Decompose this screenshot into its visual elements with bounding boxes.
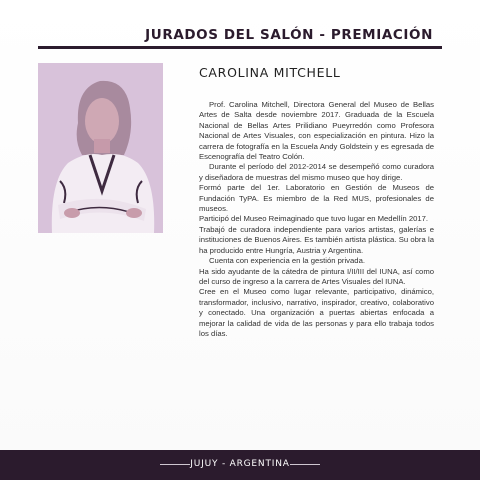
bio-paragraph: Prof. Carolina Mitchell, Directora General del Museo de Bellas Artes de Salta desde noviembre 2017. Graduada de la Escuela Nacional de Bellas Artes Prilidiano Pueyrredón como Profesora Nacional de Artes Visuales, con especialización en pintura. Hizo la carrera de fotografía en la Escuela Andy Goldstein y es egresada de Escenografía del Teatro Colón. <box>199 100 434 162</box>
juror-photo <box>38 63 163 233</box>
bio-paragraph: Durante el período del 2012-2014 se desempeñó como curadora y diseñadora de muestras del mismo museo que hoy dirige. <box>199 162 434 182</box>
bio-paragraph: Cuenta con experiencia en la gestión privada. <box>209 256 365 266</box>
bio-paragraph: Cree en el Museo como lugar relevante, participativo, dinámico, transformador, inclusivo, narrativo, inspirador, creativo, colaborativo y conectado. Una organización a puertas abiertas enfocada a mejorar la calidad de vida de las personas y para ello trabaja todos los días. <box>199 287 434 338</box>
bio-paragraph: Ha sido ayudante de la cátedra de pintura I/II/III del IUNA, así como del curso de ingreso a la carrera de Artes Visuales del IUNA. <box>199 266 434 286</box>
bio-paragraph: Trabajó de curadora independiente para varios artistas, galerías e instituciones de Buenos Aires. Es también artista plástica. Su obra la ha producido entre Hungría, Austria y Argentina. <box>199 224 434 255</box>
juror-bio <box>199 100 434 339</box>
page-title: JURADOS DEL SALÓN - PREMIACIÓN <box>145 27 433 43</box>
footer-location: JUJUY - ARGENTINA <box>190 459 290 469</box>
bio-paragraph: Formó parte del 1er. Laboratorio en Gestión de Museos de Fundación TyPA. Es miembro de la Red MUS, profesionales de museos. <box>199 183 434 214</box>
footer-bar <box>0 450 480 480</box>
bio-paragraph: Participó del Museo Reimaginado que tuvo lugar en Medellín 2017. <box>199 214 429 224</box>
header-divider <box>38 46 442 49</box>
footer-divider-right <box>290 464 320 465</box>
juror-name: CAROLINA MITCHELL <box>199 65 341 80</box>
